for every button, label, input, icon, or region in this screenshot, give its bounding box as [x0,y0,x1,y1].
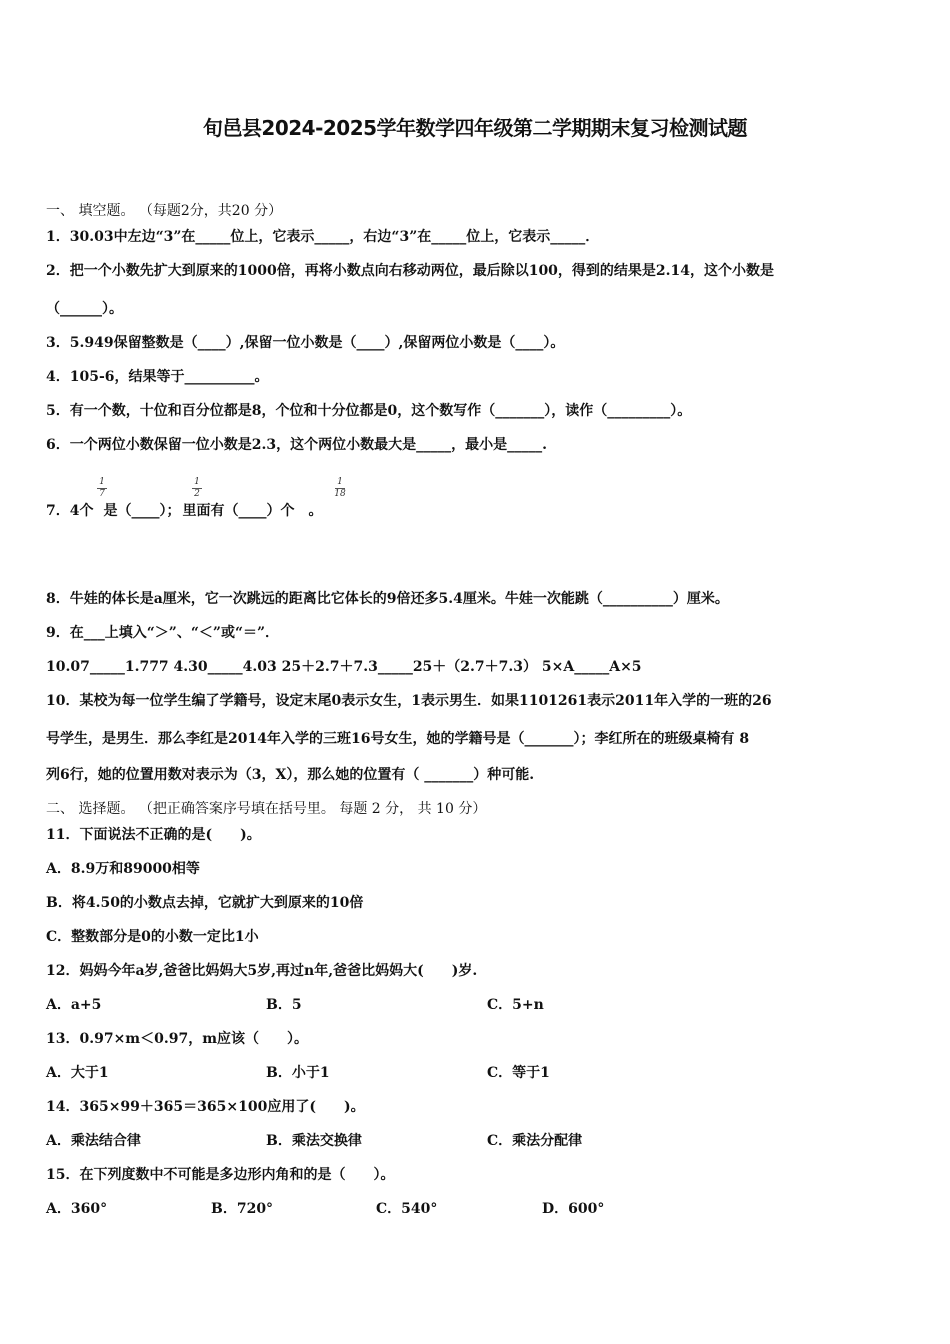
question-11-option-a: A．8.9万和89000相等 [46,861,200,877]
fraction-one-half [190,478,204,499]
question-8: 8．牛娃的体长是a厘米，它一次跳远的距离比它体长的9倍还多5.4厘米。牛娃一次能跳（__________）厘米。 [46,591,729,607]
question-12: 12．妈妈今年a岁,爸爸比妈妈大5岁,再过n年,爸爸比妈妈大( )岁. [46,963,478,979]
section-fill-in-header: 一、 填空题。 （每题2分，共20 分） [46,203,283,219]
question-4: 4．105-6，结果等于__________。 [46,369,269,385]
fraction-numerator: 1 [99,477,105,487]
question-10-line-2: 号学生，是男生．那么李红是2014年入学的三班16号女生，她的学籍号是（_______）；李红所在的班级桌椅有 8 [46,731,750,747]
fraction-denominator: 2 [194,489,200,499]
question-2-line-1: 2．把一个小数先扩大到原来的1000倍，再将小数点向右移动两位，最后除以100，得到的结果是2.14，这个小数是 [46,263,775,279]
question-15-option-c: C．540° [376,1201,438,1217]
question-13-option-c: C．等于1 [487,1065,550,1081]
question-14-option-a: A．乘法结合律 [46,1133,141,1149]
question-15-option-d: D．600° [542,1201,605,1217]
question-5: 5．有一个数，十位和百分位都是8，个位和十分位都是0，这个数写作（_______），读作（_________）。 [46,403,692,419]
question-7 [46,502,322,520]
question-9: 9．在___上填入“＞”、“＜”或“＝”． [46,625,280,641]
question-11: 11．下面说法不正确的是( )。 [46,827,261,843]
question-11-option-b: B．将4.50的小数点去掉，它就扩大到原来的10倍 [46,895,364,911]
question-7-part-4: 。 [308,503,323,519]
question-15-option-a: A．360° [46,1201,108,1217]
question-3: 3．5.949保留整数是（____）,保留一位小数是（____）,保留两位小数是（____）。 [46,335,565,351]
fraction-denominator: 7 [99,489,105,499]
question-12-option-b: B．5 [266,997,302,1013]
page-title: 旬邑县2024-2025学年数学四年级第二学期期末复习检测试题 [202,116,748,140]
question-15-option-b: B．720° [211,1201,274,1217]
question-10-line-3: 列6行，她的位置用数对表示为（3，X），那么她的位置有（ _______）种可能. [46,767,535,783]
question-7-part-1: 7．4个 [46,503,94,519]
question-10-line-1: 10．某校为每一位学生编了学籍号，设定末尾0表示女生，1表示男生．如果1101261表示2011年入学的一班的26 [46,693,772,709]
question-12-option-a: A．a+5 [46,997,102,1013]
question-7-part-2: 是（____）； [103,503,181,519]
question-14-option-b: B．乘法交换律 [266,1133,362,1149]
question-6: 6．一个两位小数保留一位小数是2.3，这个两位小数最大是_____，最小是_____. [46,437,547,453]
question-13: 13．0.97×m＜0.97，m应该（ ）。 [46,1031,309,1047]
question-14-option-c: C．乘法分配律 [487,1133,583,1149]
section-choice-header: 二、 选择题。 （把正确答案序号填在括号里。 每题 2 分， 共 10 分） [46,801,487,817]
question-9-comparisons: 10.07_____1.777 4.30_____4.03 25＋2.7＋7.3_____25＋（2.7＋7.3） 5×A_____A×5 [46,659,642,675]
fraction-numerator: 1 [194,477,200,487]
fraction-one-seventh [95,478,109,499]
fraction-one-eighteenth [333,478,347,499]
question-14: 14．365×99＋365＝365×100应用了( )。 [46,1099,365,1115]
question-13-option-b: B．小于1 [266,1065,330,1081]
fraction-numerator: 1 [337,477,343,487]
question-12-option-c: C．5+n [487,997,544,1013]
fraction-denominator: 18 [334,489,346,499]
question-11-option-c: C．整数部分是0的小数一定比1小 [46,929,259,945]
question-2-line-2: （______）。 [46,301,123,317]
question-1: 1．30.03中左边“3”在_____位上，它表示_____，右边“3”在_____位上，它表示_____． [46,229,600,245]
question-7-part-3: 里面有（____）个 [182,503,295,519]
question-13-option-a: A．大于1 [46,1065,109,1081]
question-15: 15．在下列度数中不可能是多边形内角和的是（ ）。 [46,1167,395,1183]
